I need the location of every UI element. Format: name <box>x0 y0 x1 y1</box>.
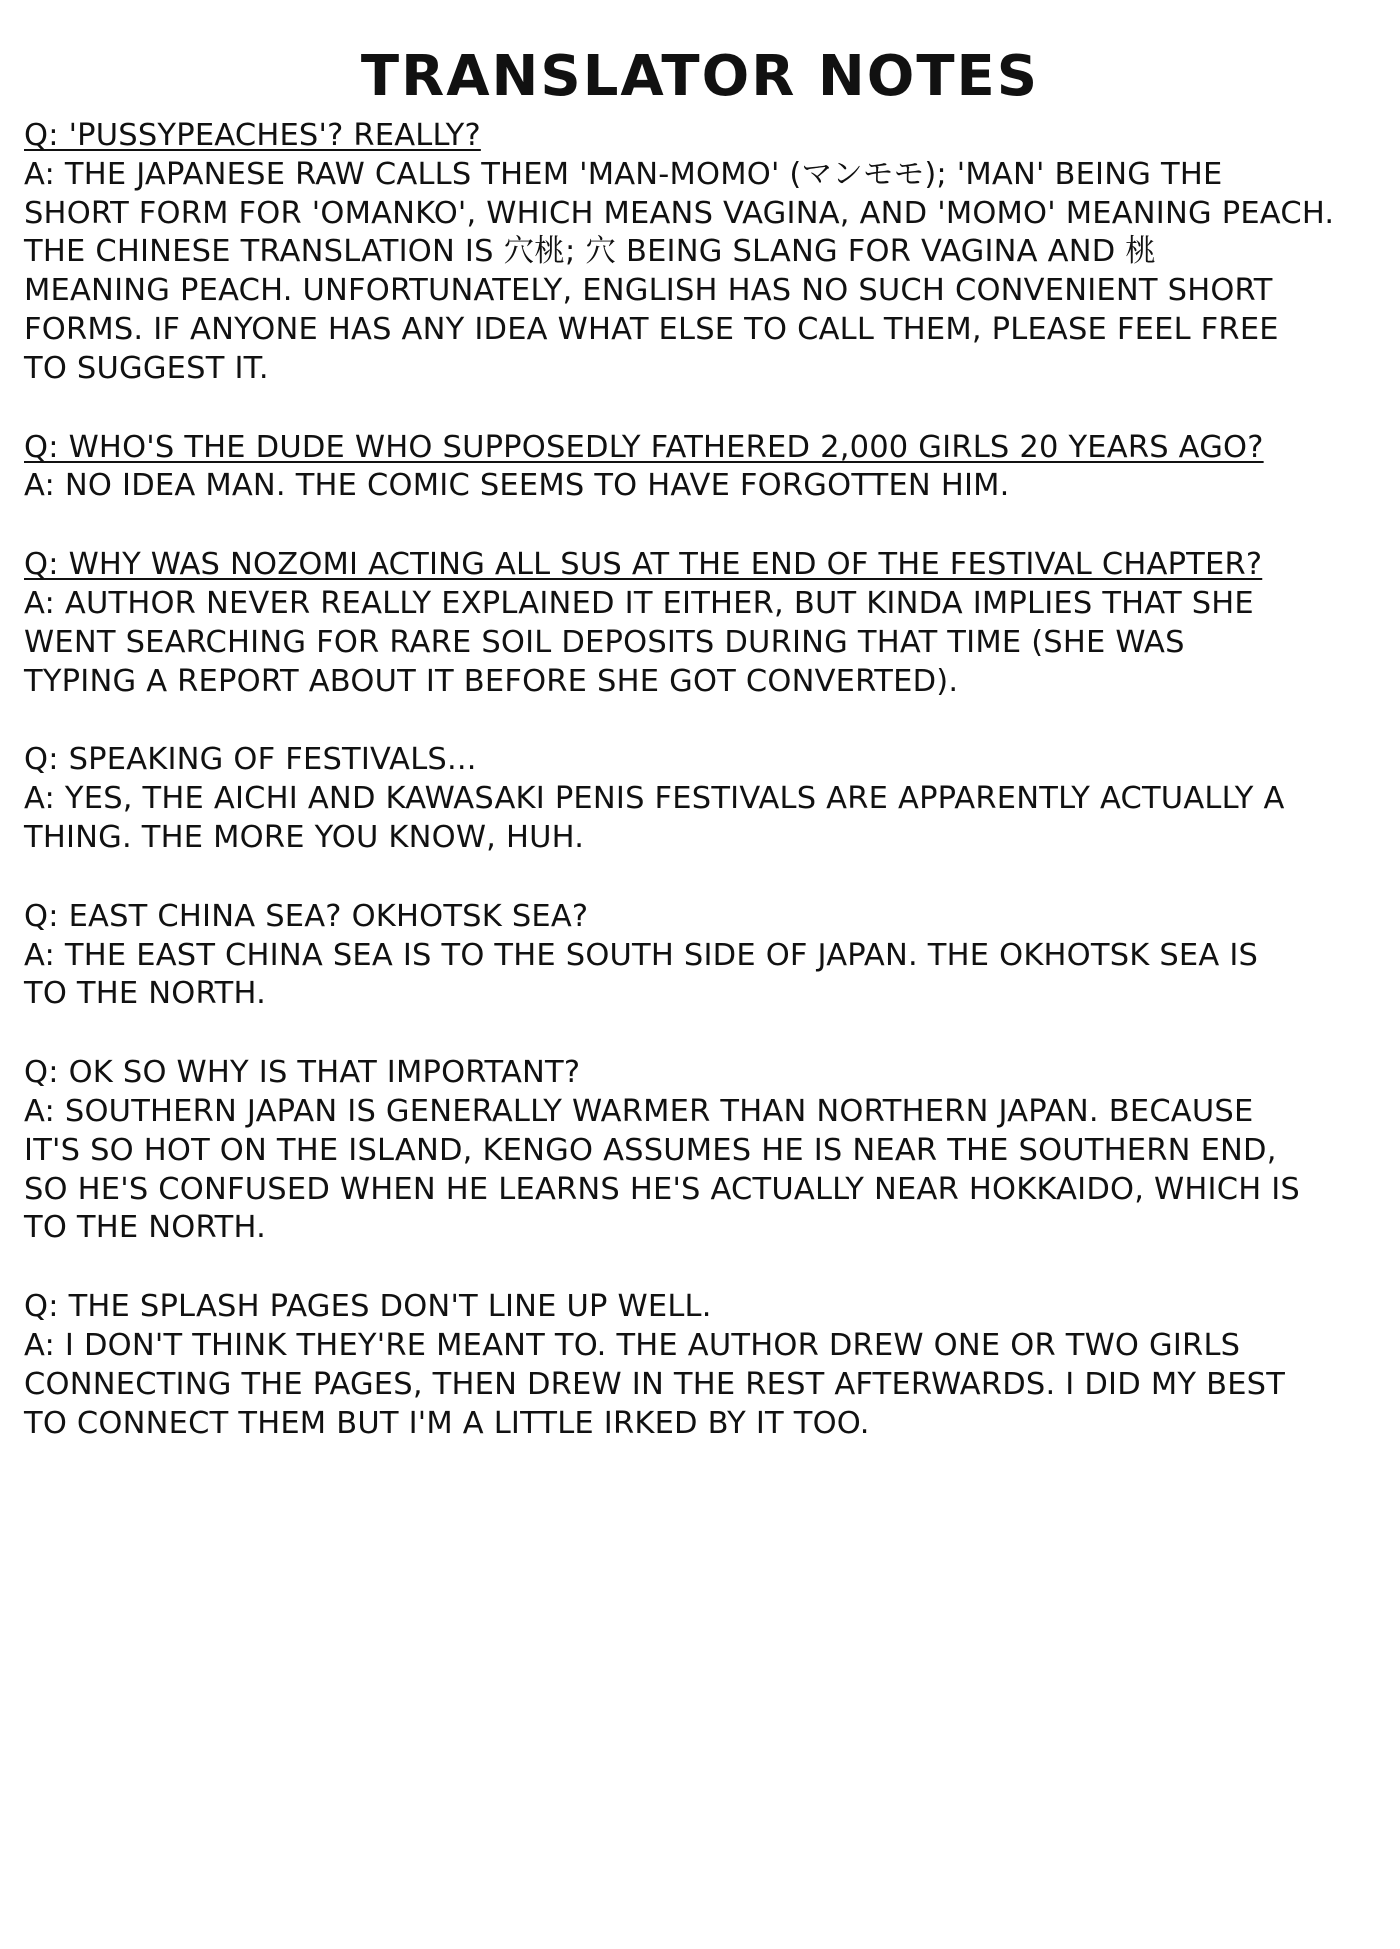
question-text: Q: EAST CHINA SEA? OKHOTSK SEA? <box>24 898 589 934</box>
qa-item <box>24 1288 1384 1443</box>
answer-line: IT'S SO HOT ON THE ISLAND, KENGO ASSUMES HE IS NEAR THE SOUTHERN END, <box>24 1132 1277 1168</box>
answer-line: A: NO IDEA MAN. THE COMIC SEEMS TO HAVE FORGOTTEN HIM. <box>24 468 1010 504</box>
question-text: Q: SPEAKING OF FESTIVALS... <box>24 742 477 778</box>
qa-item <box>24 1054 1384 1248</box>
qa-item <box>24 741 1384 857</box>
answer-line: A: I DON'T THINK THEY'RE MEANT TO. THE AUTHOR DREW ONE OR TWO GIRLS <box>24 1327 1241 1363</box>
answer-line: TYPING A REPORT ABOUT IT BEFORE SHE GOT CONVERTED). <box>24 663 959 699</box>
question-text: Q: WHY WAS NOZOMI ACTING ALL SUS AT THE END OF THE FESTIVAL CHAPTER? <box>24 547 1263 583</box>
answer-line: THING. THE MORE YOU KNOW, HUH. <box>24 819 585 855</box>
question-text: Q: 'PUSSYPEACHES'? REALLY? <box>24 118 481 153</box>
answer-line: SO HE'S CONFUSED WHEN HE LEARNS HE'S ACTUALLY NEAR HOKKAIDO, WHICH IS <box>24 1171 1300 1207</box>
answer-line: TO CONNECT THEM BUT I'M A LITTLE IRKED BY IT TOO. <box>24 1405 870 1441</box>
page-title: TRANSLATOR NOTES <box>360 44 1040 109</box>
question-text: Q: OK SO WHY IS THAT IMPORTANT? <box>24 1055 581 1091</box>
answer-line: A: AUTHOR NEVER REALLY EXPLAINED IT EITHER, BUT KINDA IMPLIES THAT SHE <box>24 585 1254 621</box>
answer-line: THE CHINESE TRANSLATION IS 穴桃; 穴 BEING SLANG FOR VAGINA AND 桃 <box>24 234 1156 270</box>
notes-list <box>24 117 1384 1483</box>
answer-line: SHORT FORM FOR 'OMANKO', WHICH MEANS VAGINA, AND 'MOMO' MEANING PEACH. <box>24 195 1335 231</box>
qa-item <box>24 429 1384 507</box>
question-text: Q: WHO'S THE DUDE WHO SUPPOSEDLY FATHERED 2,000 GIRLS 20 YEARS AGO? <box>24 429 1264 465</box>
answer-line: A: THE EAST CHINA SEA IS TO THE SOUTH SIDE OF JAPAN. THE OKHOTSK SEA IS <box>24 937 1259 973</box>
answer-line: FORMS. IF ANYONE HAS ANY IDEA WHAT ELSE TO CALL THEM, PLEASE FEEL FREE <box>24 311 1279 347</box>
answer-line: TO SUGGEST IT. <box>24 350 269 386</box>
question-text: Q: THE SPLASH PAGES DON'T LINE UP WELL. <box>24 1289 712 1325</box>
qa-item <box>24 546 1384 701</box>
qa-item <box>24 117 1384 389</box>
answer-line: WENT SEARCHING FOR RARE SOIL DEPOSITS DURING THAT TIME (SHE WAS <box>24 624 1185 660</box>
answer-line: A: YES, THE AICHI AND KAWASAKI PENIS FESTIVALS ARE APPARENTLY ACTUALLY A <box>24 781 1285 817</box>
answer-line: A: SOUTHERN JAPAN IS GENERALLY WARMER THAN NORTHERN JAPAN. BECAUSE <box>24 1093 1254 1129</box>
qa-item <box>24 898 1384 1014</box>
answer-line: CONNECTING THE PAGES, THEN DREW IN THE REST AFTERWARDS. I DID MY BEST <box>24 1366 1286 1402</box>
answer-line: A: THE JAPANESE RAW CALLS THEM 'MAN-MOMO' (マンモモ); 'MAN' BEING THE <box>24 156 1223 192</box>
answer-line: TO THE NORTH. <box>24 976 266 1012</box>
answer-line: MEANING PEACH. UNFORTUNATELY, ENGLISH HAS NO SUCH CONVENIENT SHORT <box>24 273 1273 309</box>
answer-line: TO THE NORTH. <box>24 1210 266 1246</box>
